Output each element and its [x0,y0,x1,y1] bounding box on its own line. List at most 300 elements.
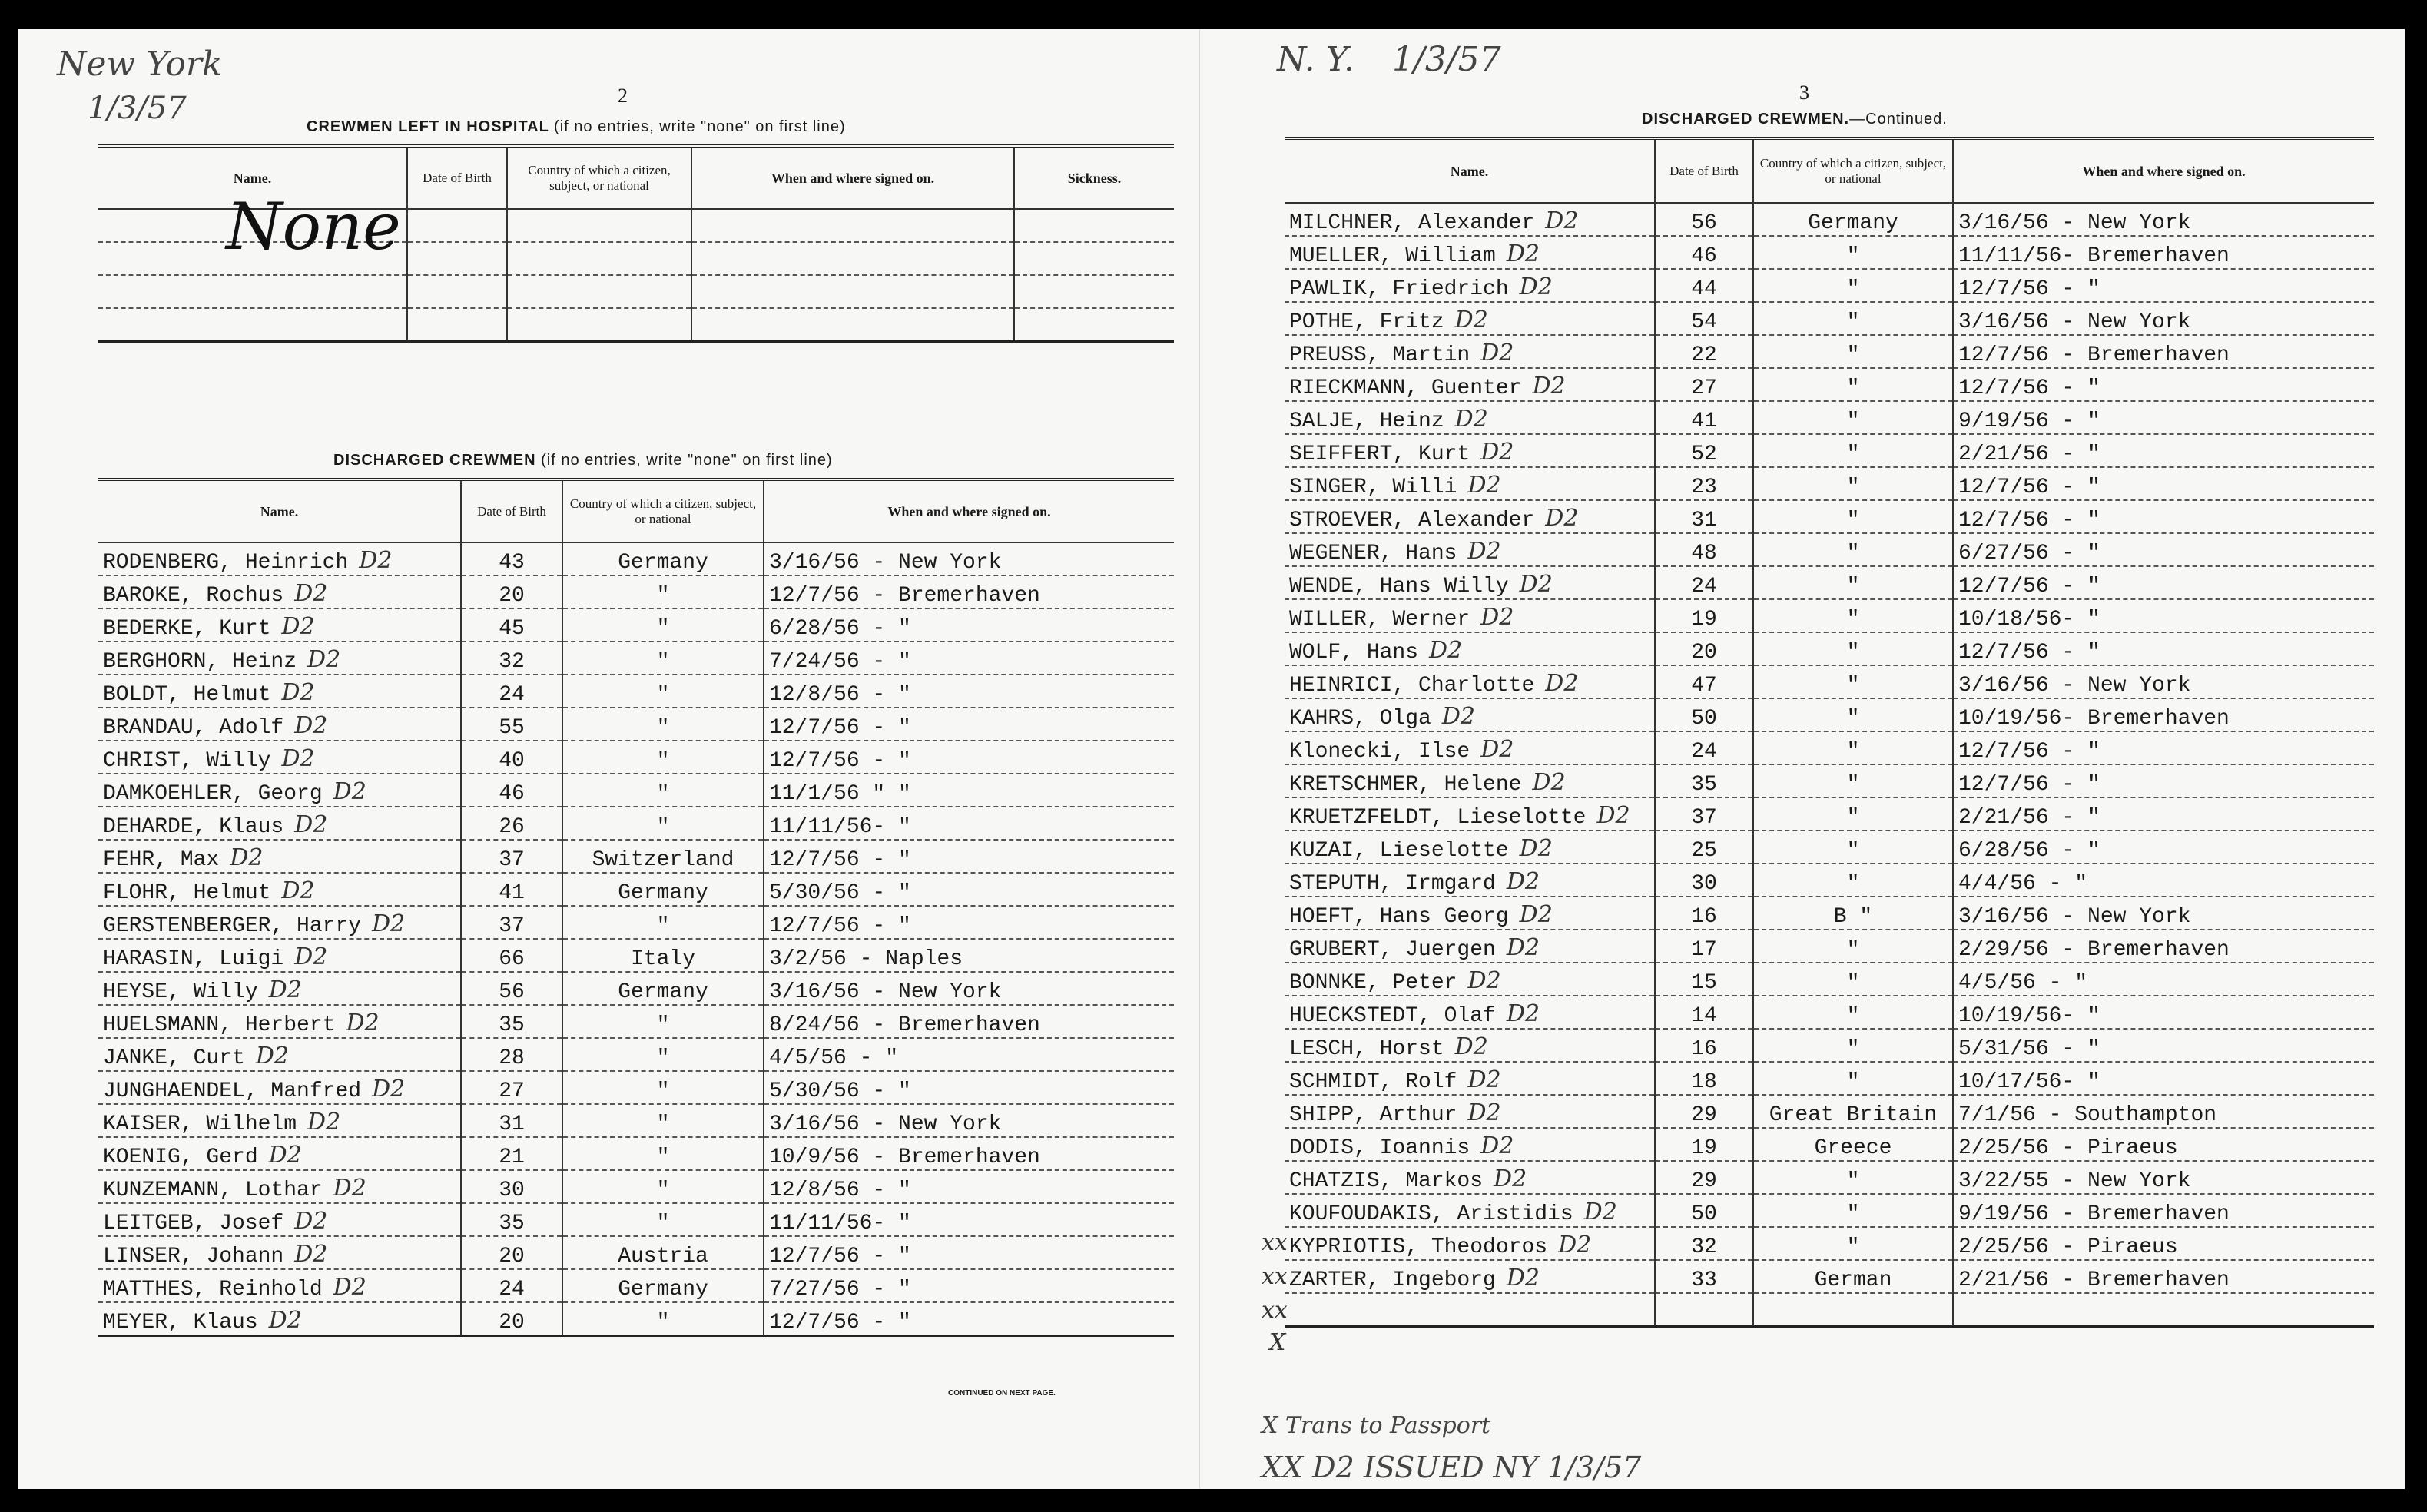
table-row [1285,302,2374,335]
left-page [18,29,1199,1489]
handwritten-date: 1/3/57 [88,91,187,126]
crewman-name: KOENIG, Gerd D2 [98,1137,461,1170]
crewman-age: 55 [461,708,562,741]
table-row [1285,1194,2374,1227]
crewman-country: Switzerland [562,840,764,873]
d2-initials-mark: D2 [294,811,328,838]
crewman-age: 24 [461,1269,562,1302]
crewman-signed-on: 12/8/56 - " [764,1170,1174,1203]
table-row [1285,1293,2374,1327]
discharged-table-right [1285,137,2374,1328]
table-row [98,642,1174,675]
table-row [1285,401,2374,434]
d2-initials-mark: D2 [307,1109,341,1136]
crewman-name: KAHRS, Olga D2 [1285,698,1655,731]
d2-initials-mark: D2 [1506,934,1540,961]
crewman-country: " [1753,831,1953,864]
crewman-name: SCHMIDT, Rolf D2 [1285,1062,1655,1095]
handwritten-place: New York [57,45,223,84]
table-row [1285,731,2374,764]
crewman-age: 21 [461,1137,562,1170]
crewman-country: " [1753,302,1953,335]
crewman-age: 20 [461,1302,562,1336]
d2-initials-mark: D2 [346,1010,380,1036]
crewman-name: HEINRICI, Charlotte D2 [1285,665,1655,698]
crewman-name: WILLER, Werner D2 [1285,599,1655,632]
crewman-name: KRUETZFELDT, Lieselotte D2 [1285,797,1655,831]
crewman-signed-on: 3/16/56 - New York [1953,897,2374,930]
crewman-signed-on: 2/21/56 - " [1953,797,2374,831]
d2-initials-mark: D2 [1480,1132,1514,1159]
crewman-name: RIECKMANN, Guenter D2 [1285,368,1655,401]
crewman-country [1753,1293,1953,1327]
crewman-country: " [562,741,764,774]
table-row [1285,269,2374,302]
crewman-name [1285,1293,1655,1327]
crewman-signed-on: 10/9/56 - Bremerhaven [764,1137,1174,1170]
crewman-name: JUNGHAENDEL, Manfred D2 [98,1071,461,1104]
crewman-name: BAROKE, Rochus D2 [98,575,461,608]
crewman-signed-on: 11/1/56 " " [764,774,1174,807]
crewman-country: " [1753,401,1953,434]
col-dob: Date of Birth [407,146,507,209]
col-name: Name. [98,479,461,542]
d2-initials-mark: D2 [268,1142,302,1169]
d2-initials-mark: D2 [1441,703,1475,730]
crewman-signed-on: 2/21/56 - " [1953,434,2374,467]
crewman-name: POTHE, Fritz D2 [1285,302,1655,335]
crewman-age: 19 [1655,599,1753,632]
col-sickness: Sickness. [1014,146,1174,209]
crewman-country: " [1753,665,1953,698]
crewman-signed-on: 12/7/56 - " [764,1236,1174,1269]
crewman-age: 19 [1655,1128,1753,1161]
crewman-country: " [1753,1029,1953,1062]
crewman-country: " [562,1071,764,1104]
crewman-country: Great Britain [1753,1095,1953,1128]
d2-initials-mark: D2 [281,877,315,904]
table-row [1285,434,2374,467]
crewman-signed-on: 12/7/56 - " [764,1302,1174,1336]
d2-initials-mark: D2 [281,679,315,706]
table-row [1285,996,2374,1029]
d2-initials-mark: D2 [1467,538,1501,565]
table-row [1285,1095,2374,1128]
crewman-signed-on: 12/7/56 - " [1953,566,2374,599]
d2-initials-mark: D2 [333,1175,366,1202]
crewman-age: 46 [1655,236,1753,269]
crewman-country: Germany [562,542,764,575]
crewman-signed-on: 8/24/56 - Bremerhaven [764,1005,1174,1038]
crewman-name: DEHARDE, Klaus D2 [98,807,461,840]
crewman-signed-on: 2/25/56 - Piraeus [1953,1128,2374,1161]
table-row [98,675,1174,708]
crewman-signed-on: 12/8/56 - " [764,675,1174,708]
d2-initials-mark: D2 [281,745,315,772]
crewman-name: WOLF, Hans D2 [1285,632,1655,665]
col-signed: When and where signed on. [1953,138,2374,203]
crewman-signed-on: 9/19/56 - Bremerhaven [1953,1194,2374,1227]
crewman-age: 44 [1655,269,1753,302]
table-row [1285,335,2374,368]
crewman-age: 56 [461,972,562,1005]
crewman-country: " [1753,864,1953,897]
crewman-signed-on: 7/24/56 - " [764,642,1174,675]
crewman-age: 15 [1655,963,1753,996]
handwritten-date: 1/3/57 [1392,40,1501,79]
page-number: 3 [1799,81,1809,104]
table-row [1285,632,2374,665]
crewman-signed-on: 10/18/56- " [1953,599,2374,632]
crewman-country: " [1753,1227,1953,1260]
crewman-signed-on: 12/7/56 - " [1953,269,2374,302]
crewman-signed-on: 6/28/56 - " [764,608,1174,642]
crewman-signed-on: 4/5/56 - " [764,1038,1174,1071]
table-row [98,1170,1174,1203]
crewman-name: WENDE, Hans Willy D2 [1285,566,1655,599]
crewman-age: 35 [461,1203,562,1236]
crewman-age: 30 [461,1170,562,1203]
table-row [98,906,1174,939]
crewman-country: " [1753,335,1953,368]
crewman-signed-on: 12/7/56 - " [764,840,1174,873]
crewman-country: " [1753,500,1953,533]
crewman-name: BERGHORN, Heinz D2 [98,642,461,675]
crewman-country: " [1753,533,1953,566]
crewman-signed-on: 3/16/56 - New York [764,972,1174,1005]
table-row [98,1269,1174,1302]
crewman-age: 20 [1655,632,1753,665]
handwritten-place: N. Y. [1277,40,1355,79]
crewman-country: Austria [562,1236,764,1269]
crewman-signed-on: 12/7/56 - " [764,741,1174,774]
crewman-age: 32 [1655,1227,1753,1260]
crewman-name: LEITGEB, Josef D2 [98,1203,461,1236]
d2-initials-mark: D2 [1454,1033,1488,1060]
crewman-signed-on: 6/27/56 - " [1953,533,2374,566]
crewman-age: 28 [461,1038,562,1071]
crewman-age: 43 [461,542,562,575]
crewman-signed-on: 2/21/56 - Bremerhaven [1953,1260,2374,1293]
table-row [1285,831,2374,864]
crewman-name: STEPUTH, Irmgard D2 [1285,864,1655,897]
crewman-country: " [562,708,764,741]
table-row [1285,1062,2374,1095]
crewman-age [1655,1293,1753,1327]
crewman-age: 41 [1655,401,1753,434]
crewman-name: PREUSS, Martin D2 [1285,335,1655,368]
table-row [98,741,1174,774]
d2-initials-mark: D2 [1545,505,1579,532]
table-row [98,1038,1174,1071]
crewman-country: " [562,1302,764,1336]
crewman-country: " [1753,269,1953,302]
table-row [1285,236,2374,269]
crewman-age: 18 [1655,1062,1753,1095]
crewman-age: 46 [461,774,562,807]
crewman-name: MEYER, Klaus D2 [98,1302,461,1336]
col-signed: When and where signed on. [691,146,1014,209]
d2-initials-mark: D2 [294,1241,328,1268]
col-signed: When and where signed on. [764,479,1174,542]
crewman-name: KUZAI, Lieselotte D2 [1285,831,1655,864]
crewman-country: B " [1753,897,1953,930]
crewman-name: GRUBERT, Juergen D2 [1285,930,1655,963]
table-row [98,275,1174,308]
crewman-country: German [1753,1260,1953,1293]
x-mark: xx [1262,1229,1288,1256]
d2-initials-mark: D2 [255,1043,289,1069]
d2-initials-mark: D2 [1454,307,1488,333]
crewman-name: KAISER, Wilhelm D2 [98,1104,461,1137]
crewman-country: Greece [1753,1128,1953,1161]
crewman-signed-on: 3/2/56 - Naples [764,939,1174,972]
crewman-name: STROEVER, Alexander D2 [1285,500,1655,533]
crewman-name: CHRIST, Willy D2 [98,741,461,774]
d2-initials-mark: D2 [230,844,264,871]
crewman-country: " [1753,764,1953,797]
crewman-age: 37 [461,906,562,939]
crewman-country: " [1753,698,1953,731]
crewman-name: HUECKSTEDT, Olaf D2 [1285,996,1655,1029]
table-row [98,1071,1174,1104]
crewman-name: JANKE, Curt D2 [98,1038,461,1071]
crewman-signed-on: 7/1/56 - Southampton [1953,1095,2374,1128]
crewman-age: 24 [461,675,562,708]
discharged-table-left [98,478,1174,1337]
table-row [1285,1128,2374,1161]
crewman-name: LINSER, Johann D2 [98,1236,461,1269]
crewman-age: 30 [1655,864,1753,897]
crewman-country: " [1753,731,1953,764]
crewman-signed-on: 12/7/56 - " [1953,467,2374,500]
d2-initials-mark: D2 [1519,571,1553,598]
crewman-signed-on: 3/16/56 - New York [1953,203,2374,236]
d2-initials-mark: D2 [1480,736,1514,763]
crewman-age: 50 [1655,698,1753,731]
crewman-signed-on: 11/11/56- " [764,1203,1174,1236]
d2-initials-mark: D2 [268,976,302,1003]
d2-initials-mark: D2 [1467,1099,1501,1126]
crewman-name: SALJE, Heinz D2 [1285,401,1655,434]
continued-note: CONTINUED ON NEXT PAGE. [948,1389,1056,1398]
right-page [1200,29,2405,1489]
table-row [1285,764,2374,797]
table-row [1285,467,2374,500]
crewman-age: 32 [461,642,562,675]
d2-initials-mark: D2 [1480,604,1514,631]
crewman-country: " [1753,632,1953,665]
col-name: Name. [98,146,407,209]
x-mark: X [1269,1329,1286,1356]
crewman-signed-on: 12/7/56 - " [1953,500,2374,533]
crewman-name: FEHR, Max D2 [98,840,461,873]
crewman-name: KUNZEMANN, Lothar D2 [98,1170,461,1203]
crewman-age: 23 [1655,467,1753,500]
d2-initials-mark: D2 [294,580,328,607]
d2-initials-mark: D2 [372,1076,406,1102]
col-country: Country of which a citizen, subject, or national [1753,138,1953,203]
crewman-name: SHIPP, Arthur D2 [1285,1095,1655,1128]
crewman-name: SINGER, Willi D2 [1285,467,1655,500]
d2-initials-mark: D2 [294,943,328,970]
crewman-age: 25 [1655,831,1753,864]
crewman-name: MUELLER, William D2 [1285,236,1655,269]
crewman-name: ZARTER, Ingeborg D2 [1285,1260,1655,1293]
crewman-country: Germany [562,873,764,906]
crewman-signed-on: 12/7/56 - " [1953,764,2374,797]
crewman-name: WEGENER, Hans D2 [1285,533,1655,566]
discharged-continued-heading: DISCHARGED CREWMEN.—Continued. [1642,111,1948,128]
crewman-age: 35 [1655,764,1753,797]
crewman-age: 29 [1655,1161,1753,1194]
crewman-country: " [1753,566,1953,599]
handwritten-note-d2-issued: XX D2 ISSUED NY 1/3/57 [1262,1451,1642,1484]
crewman-signed-on: 2/29/56 - Bremerhaven [1953,930,2374,963]
table-row [1285,599,2374,632]
d2-initials-mark: D2 [1480,439,1514,466]
d2-initials-mark: D2 [268,1307,302,1334]
crewman-signed-on: 12/7/56 - " [764,906,1174,939]
crewman-name: CHATZIS, Markos D2 [1285,1161,1655,1194]
crewman-name: BOLDT, Helmut D2 [98,675,461,708]
crewman-country: " [562,608,764,642]
crewman-age: 20 [461,1236,562,1269]
crewman-signed-on: 9/19/56 - " [1953,401,2374,434]
crewman-age: 41 [461,873,562,906]
crewman-country: " [562,642,764,675]
table-row [98,1104,1174,1137]
col-dob: Date of Birth [1655,138,1753,203]
crewman-age: 29 [1655,1095,1753,1128]
crewman-country: " [562,1203,764,1236]
d2-initials-mark: D2 [1506,1000,1540,1027]
crewman-name: KOUFOUDAKIS, Aristidis D2 [1285,1194,1655,1227]
crewman-name: HOEFT, Hans Georg D2 [1285,897,1655,930]
crewman-country: " [1753,1161,1953,1194]
crewman-age: 37 [461,840,562,873]
crewman-age: 66 [461,939,562,972]
crewman-country: " [562,575,764,608]
d2-initials-mark: D2 [372,910,406,937]
crewman-name: HEYSE, Willy D2 [98,972,461,1005]
crewman-country: " [1753,467,1953,500]
table-row [1285,963,2374,996]
d2-initials-mark: D2 [1467,1066,1501,1093]
col-dob: Date of Birth [461,479,562,542]
crewman-signed-on: 3/22/55 - New York [1953,1161,2374,1194]
crewman-age: 16 [1655,1029,1753,1062]
crewman-signed-on: 3/16/56 - New York [764,1104,1174,1137]
table-row [1285,533,2374,566]
crewman-signed-on: 12/7/56 - " [764,708,1174,741]
crewman-age: 17 [1655,930,1753,963]
crewman-name: DODIS, Ioannis D2 [1285,1128,1655,1161]
crewman-age: 56 [1655,203,1753,236]
table-row [1285,1260,2374,1293]
table-row [98,1302,1174,1336]
crewman-age: 24 [1655,731,1753,764]
crewman-name: HARASIN, Luigi D2 [98,939,461,972]
table-row [1285,566,2374,599]
d2-initials-mark: D2 [281,613,315,640]
table-row [98,308,1174,342]
crewman-age: 50 [1655,1194,1753,1227]
d2-initials-mark: D2 [1545,670,1579,697]
hospital-heading: CREWMEN LEFT IN HOSPITAL (if no entries, write "none" on first line) [307,118,846,135]
table-row [1285,930,2374,963]
col-country: Country of which a citizen, subject, or national [562,479,764,542]
d2-initials-mark: D2 [294,712,328,739]
crewman-signed-on: 7/27/56 - " [764,1269,1174,1302]
table-row [1285,1029,2374,1062]
table-row [98,575,1174,608]
crewman-country: " [1753,1062,1953,1095]
d2-initials-mark: D2 [1467,967,1501,994]
table-row [1285,897,2374,930]
crewman-age: 24 [1655,566,1753,599]
d2-initials-mark: D2 [1558,1232,1592,1258]
crewman-country: " [562,774,764,807]
crewman-name: MATTHES, Reinhold D2 [98,1269,461,1302]
crewman-signed-on: 2/25/56 - Piraeus [1953,1227,2374,1260]
crewman-country: " [1753,963,1953,996]
table-row [98,1203,1174,1236]
d2-initials-mark: D2 [1494,1166,1527,1192]
crewman-country: Germany [1753,203,1953,236]
table-row [1285,797,2374,831]
crewman-country: " [562,1005,764,1038]
crewman-name: KYPRIOTIS, Theodoros D2 [1285,1227,1655,1260]
d2-initials-mark: D2 [1506,868,1540,895]
d2-initials-mark: D2 [1467,472,1501,499]
crewman-country: " [1753,434,1953,467]
table-row [98,708,1174,741]
crewman-age: 54 [1655,302,1753,335]
crewman-age: 45 [461,608,562,642]
table-row [1285,864,2374,897]
page-number: 2 [618,85,628,107]
crewman-country: " [1753,368,1953,401]
crewman-signed-on: 12/7/56 - " [1953,632,2374,665]
crewman-signed-on: 3/16/56 - New York [1953,665,2374,698]
x-mark: xx [1262,1263,1288,1290]
table-row [1285,698,2374,731]
col-country: Country of which a citizen, subject, or national [507,146,691,209]
crewman-age: 27 [461,1071,562,1104]
d2-initials-mark: D2 [1480,340,1514,366]
crewman-signed-on: 12/7/56 - " [1953,731,2374,764]
crewman-country: " [562,1104,764,1137]
crewman-name: BEDERKE, Kurt D2 [98,608,461,642]
crewman-signed-on: 12/7/56 - " [1953,368,2374,401]
crewman-name: HUELSMANN, Herbert D2 [98,1005,461,1038]
crewman-name: RODENBERG, Heinrich D2 [98,542,461,575]
crewman-signed-on [1953,1293,2374,1327]
crewman-name: DAMKOEHLER, Georg D2 [98,774,461,807]
crewman-country: " [1753,599,1953,632]
crewman-name: GERSTENBERGER, Harry D2 [98,906,461,939]
crewman-country: " [1753,236,1953,269]
crewman-age: 31 [1655,500,1753,533]
crewman-signed-on: 10/17/56- " [1953,1062,2374,1095]
d2-initials-mark: D2 [1583,1199,1617,1225]
table-row [98,1236,1174,1269]
table-row [98,873,1174,906]
crewman-signed-on: 12/7/56 - Bremerhaven [764,575,1174,608]
table-row [98,774,1174,807]
table-row [1285,500,2374,533]
